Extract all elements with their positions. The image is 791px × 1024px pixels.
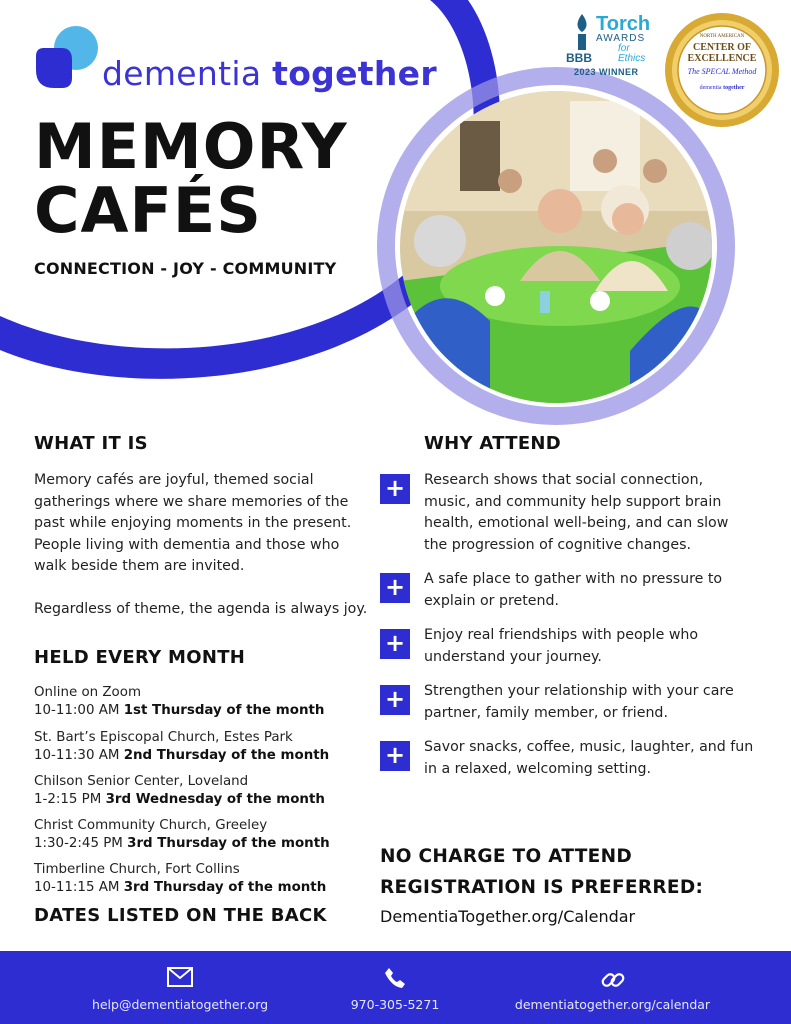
- footer-website-text[interactable]: dementiatogether.org/calendar: [514, 997, 711, 1012]
- schedule-day: 2nd Thursday of the month: [123, 748, 330, 763]
- schedule-time: 1-2:15 PM: [34, 792, 102, 807]
- why-attend-text: Strengthen your relationship with your care partner, family member, or friend.: [424, 683, 734, 721]
- why-attend-text: Enjoy real friendships with people who understand your journey.: [424, 627, 699, 665]
- photo-illustration: [400, 91, 712, 403]
- why-attend-item: [380, 681, 740, 727]
- seal-org: [664, 85, 780, 91]
- bbb-ethics-label: for Ethics: [618, 43, 646, 64]
- plus-icon: +: [380, 741, 410, 771]
- logo-wordmark: [102, 54, 437, 93]
- schedule-time: 1:30-2:45 PM: [34, 836, 123, 851]
- schedule-time-row: [34, 702, 364, 720]
- bbb-torch-icon: [572, 14, 592, 50]
- contact-footer: [0, 951, 791, 1024]
- what-it-is-paragraph: Memory cafés are joyful, themed social gatherings where we share memories of the past while enjoying moments in the present. People living with dementia and those who walk beside them are invited.: [34, 472, 352, 574]
- logo-word-together: together: [272, 54, 437, 93]
- logo-word-dementia: dementia: [102, 54, 262, 93]
- held-every-month-heading: HELD EVERY MONTH: [34, 647, 246, 668]
- schedule-item: [34, 861, 364, 897]
- what-it-is-heading: WHAT IT IS: [34, 433, 148, 454]
- footer-email-text[interactable]: help@dementiatogether.org: [91, 997, 269, 1012]
- tagline: CONNECTION - JOY - COMMUNITY: [34, 259, 337, 278]
- schedule-time-row: [34, 791, 364, 809]
- plus-icon: +: [380, 629, 410, 659]
- center-of-excellence-seal: [664, 12, 780, 128]
- schedule-time-row: [34, 747, 364, 765]
- plus-icon: +: [380, 474, 410, 504]
- title-line-2: CAFÉS: [34, 174, 262, 247]
- link-icon: [600, 967, 626, 993]
- seal-org-together: together: [723, 85, 745, 91]
- schedule-time: 10-11:15 AM: [34, 880, 120, 895]
- phone-icon: [384, 967, 406, 989]
- schedule-location: Online on Zoom: [34, 685, 141, 700]
- schedule-item: [34, 684, 364, 720]
- title-line-1: MEMORY: [34, 110, 348, 183]
- why-attend-item: [380, 737, 754, 783]
- page-title: [34, 110, 348, 247]
- seal-line-2: EXCELLENCE: [687, 53, 757, 64]
- schedule-location: Chilson Senior Center, Loveland: [34, 774, 249, 789]
- schedule-time: 10-11:00 AM: [34, 703, 120, 718]
- bbb-awards-label: AWARDS: [596, 33, 646, 44]
- envelope-icon: [167, 967, 193, 987]
- schedule-time: 10-11:30 AM: [34, 748, 120, 763]
- why-attend-text: Savor snacks, coffee, music, laughter, and fun in a relaxed, welcoming setting.: [424, 739, 754, 777]
- plus-icon: +: [380, 685, 410, 715]
- memory-cafe-photo: [400, 91, 712, 403]
- footer-phone-text[interactable]: 970-305-5271: [350, 997, 440, 1012]
- schedule-location: Christ Community Church, Greeley: [34, 818, 268, 833]
- schedule-time-row: [34, 835, 364, 853]
- why-attend-text: Research shows that social connection, music, and community help support brain health, emotional well-being, and can slow the progression of cognitive changes.: [424, 472, 729, 553]
- no-charge-line: NO CHARGE TO ATTEND: [380, 846, 633, 867]
- calendar-link[interactable]: DementiaTogether.org/Calendar: [380, 907, 636, 926]
- why-attend-text: A safe place to gather with no pressure to explain or pretend.: [424, 571, 723, 609]
- schedule-time-row: [34, 879, 364, 897]
- bbb-torch-label: Torch: [596, 13, 651, 35]
- seal-method: The SPECAL Method: [687, 67, 757, 76]
- footer-website[interactable]: [500, 951, 725, 1024]
- schedule-item: [34, 773, 364, 809]
- why-attend-heading: WHY ATTEND: [424, 433, 562, 454]
- seal-top-text: NORTH AMERICAN: [699, 34, 745, 39]
- dementia-together-logo[interactable]: [32, 26, 437, 106]
- seal-org-dementia: dementia: [699, 85, 722, 91]
- bbb-mark: BBB: [566, 51, 592, 65]
- schedule-day: 1st Thursday of the month: [123, 703, 325, 718]
- logo-mark-icon: [32, 26, 102, 96]
- registration-callout: [380, 841, 703, 903]
- bbb-torch-award-badge: [566, 13, 656, 77]
- registration-line: REGISTRATION IS PREFERRED:: [380, 877, 704, 898]
- dates-listed-note: DATES LISTED ON THE BACK: [34, 905, 327, 926]
- bbb-year: 2023 WINNER: [574, 67, 639, 77]
- footer-email[interactable]: [80, 951, 280, 1024]
- agenda-paragraph: Regardless of theme, the agenda is always joy.: [34, 601, 368, 617]
- why-attend-item: [380, 625, 740, 671]
- schedule-day: 3rd Thursday of the month: [123, 880, 327, 895]
- schedule-location: Timberline Church, Fort Collins: [34, 862, 240, 877]
- schedule-day: 3rd Thursday of the month: [127, 836, 330, 851]
- why-attend-item: [380, 470, 740, 560]
- seal-line-1: CENTER OF: [692, 42, 752, 53]
- schedule-item: [34, 817, 364, 853]
- plus-icon: +: [380, 573, 410, 603]
- schedule-item: [34, 729, 364, 765]
- bbb-award-text: [596, 14, 656, 64]
- footer-phone[interactable]: [330, 951, 460, 1024]
- why-attend-item: [380, 569, 740, 615]
- schedule-location: St. Bart’s Episcopal Church, Estes Park: [34, 730, 293, 745]
- schedule-day: 3rd Wednesday of the month: [105, 792, 325, 807]
